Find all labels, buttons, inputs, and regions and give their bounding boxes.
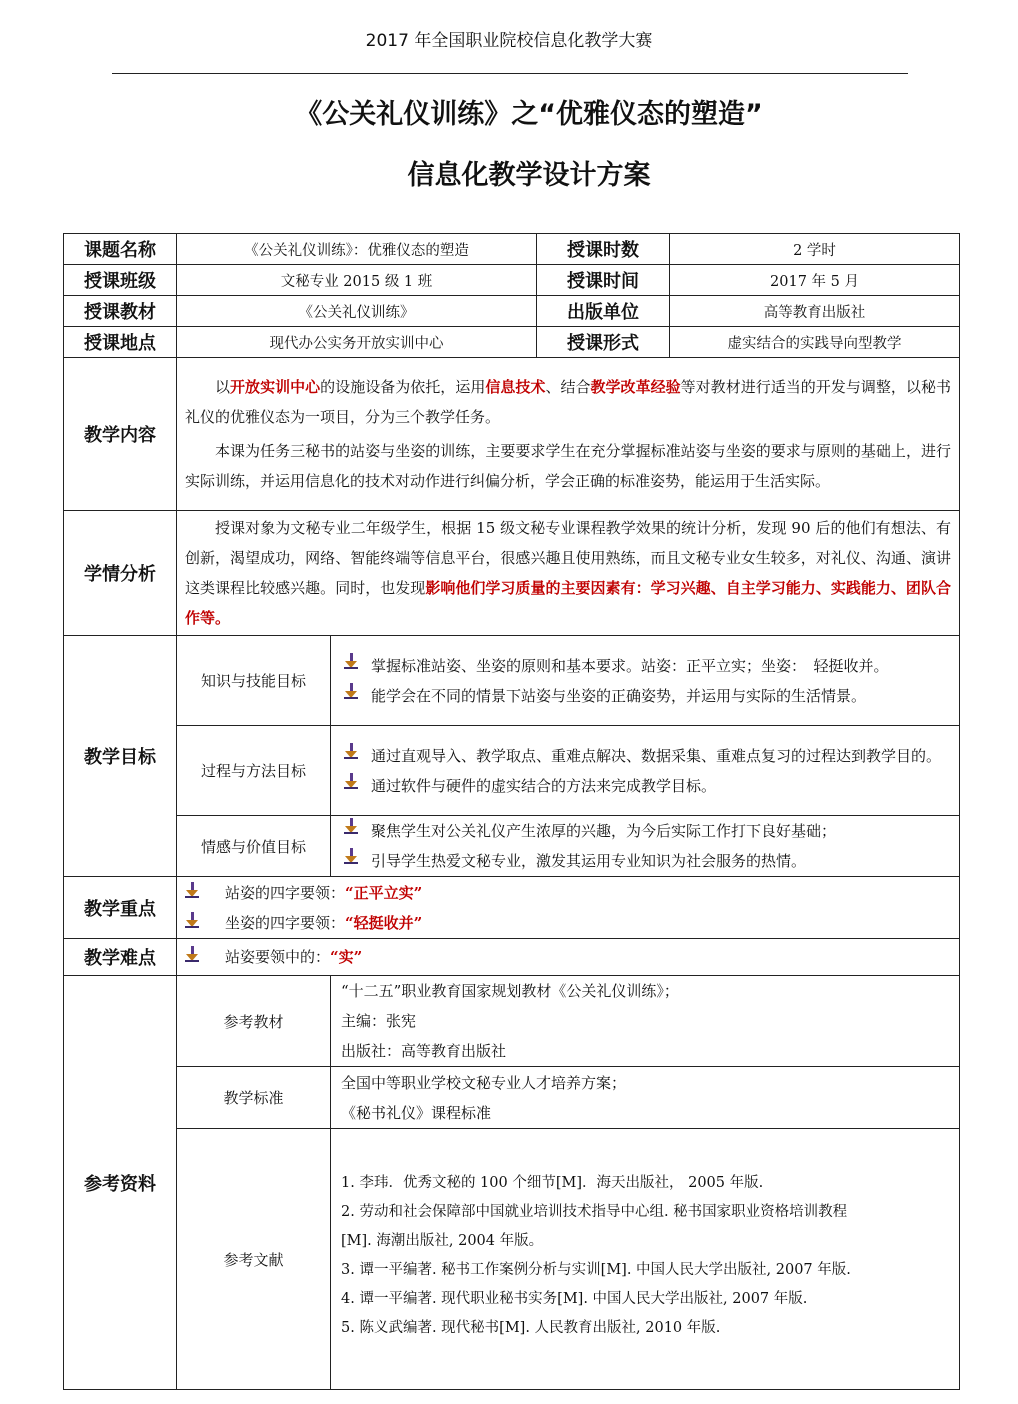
form-value: 虚实结合的实践导向型教学 xyxy=(670,327,960,358)
analysis-emphasis: 影响他们学习质量的主要因素有：学习兴趣、自主学习能力、实践能力、团队合作等。 xyxy=(185,579,951,627)
process-goal-item xyxy=(331,741,959,771)
ref-literature-item: 3. 谭一平编著. 秘书工作案例分析与实训[M]. 中国人民大学出版社, 2007 年版. xyxy=(341,1262,851,1278)
key-point-text: 站姿的四字要领： xyxy=(225,883,346,902)
process-goal-label: 过程与方法目标 xyxy=(177,726,331,816)
ref-literature-item: 2. 劳动和社会保障部中国就业培训技术指导中心组. 秘书国家职业资格培训教程 xyxy=(341,1204,848,1220)
ref-literature-label: 参考文献 xyxy=(177,1129,331,1390)
content-text: 等对教材进行适当的开发与调整，以秘书礼仪的优雅仪态为一项目，分为三个教学任务。 xyxy=(185,378,951,426)
difficulty-emphasis: “实” xyxy=(330,948,363,966)
difficulty-text: 站姿要领中的： xyxy=(225,948,331,966)
ref-literature-item: 4. 谭一平编著. 现代职业秘书实务[M]. 中国人民大学出版社, 2007 年版. xyxy=(341,1291,808,1307)
arrow-bullet-icon xyxy=(331,816,371,842)
emotion-goal-item xyxy=(331,846,959,876)
process-goal-item xyxy=(331,771,959,801)
header-rule xyxy=(112,73,908,74)
arrow-bullet-icon xyxy=(331,846,371,872)
arrow-bullet-icon xyxy=(331,741,371,767)
arrow-bullet-icon xyxy=(185,878,225,908)
analysis-cell xyxy=(177,511,960,636)
info-row-course xyxy=(64,234,960,265)
class-label: 授课班级 xyxy=(64,265,177,296)
content-text: 以 xyxy=(215,378,231,396)
content-paragraph-2: 本课为任务三秘书的站姿与坐姿的训练，主要要求学生在充分掌握标准站姿与坐姿的要求与原则的基础上，进行实际训练，并运用信息化的技术对动作进行纠偏分析，学会正确的标准姿势，能运用于生活实际。 xyxy=(185,442,951,490)
key-point-item xyxy=(177,908,959,938)
analysis-paragraph xyxy=(177,511,959,635)
class-value: 文秘专业 2015 级 1 班 xyxy=(177,265,537,296)
content-label: 教学内容 xyxy=(64,358,177,511)
content-emphasis: 信息技术 xyxy=(485,378,546,396)
ref-standard-line: 《秘书礼仪》课程标准 xyxy=(341,1103,492,1122)
knowledge-goal-text: 能学会在不同的情景下站姿与坐姿的正确姿势，并运用与实际的生活情景。 xyxy=(371,686,867,705)
textbook-value: 《公关礼仪训练》 xyxy=(177,296,537,327)
ref-standard-label: 教学标准 xyxy=(177,1067,331,1129)
difficulty-item xyxy=(177,942,959,972)
analysis-row xyxy=(64,511,960,636)
key-point-emphasis: “正平立实” xyxy=(345,883,423,902)
emotion-goal-label: 情感与价值目标 xyxy=(177,816,331,877)
arrow-bullet-icon xyxy=(185,908,225,938)
analysis-label: 学情分析 xyxy=(64,511,177,636)
goal-row-emotion xyxy=(64,816,960,877)
arrow-bullet-icon xyxy=(331,651,371,677)
ref-literature-cell xyxy=(331,1129,960,1390)
goals-label: 教学目标 xyxy=(64,636,177,877)
content-text: 的设施设备为依托，运用 xyxy=(320,378,486,396)
arrow-bullet-icon xyxy=(331,681,371,707)
difficulty-label: 教学难点 xyxy=(64,939,177,976)
analysis-text: 授课对象为文秘专业二年级学生，根据 15 级文秘专业课程教学效果的统计分析，发现 90 后的他们有想法、有创新，渴望成功，网络、智能终端等信息平台，很感兴趣且使用熟练，而且文秘专业女生较多，对礼仪、沟通、演讲这类课程比较感兴趣。同时，也发现 xyxy=(185,519,951,597)
knowledge-goal-cell xyxy=(331,636,960,726)
content-paragraph-1 xyxy=(177,370,959,434)
time-value: 2017 年 5 月 xyxy=(670,265,960,296)
course-name-label: 课题名称 xyxy=(64,234,177,265)
ref-textbook-cell xyxy=(331,976,960,1067)
place-value: 现代办公实务开放实训中心 xyxy=(177,327,537,358)
course-name-value: 《公关礼仪训练》：优雅仪态的塑造 xyxy=(177,234,537,265)
emotion-goal-text: 引导学生热爱文秘专业，激发其运用专业知识为社会服务的热情。 xyxy=(371,852,807,870)
key-points-row xyxy=(64,877,960,939)
content-emphasis: 教学改革经验 xyxy=(590,378,681,396)
process-goal-cell xyxy=(331,726,960,816)
emotion-goal-item xyxy=(331,816,959,846)
arrow-bullet-icon xyxy=(331,771,371,797)
content-text: 、结合 xyxy=(545,378,591,396)
knowledge-goal-text: 掌握标准站姿、坐姿的原则和基本要求。站姿：正平立实；坐姿： 轻挺收并。 xyxy=(371,656,889,675)
ref-textbook-line: 出版社：高等教育出版社 xyxy=(341,1042,507,1060)
goal-row-process xyxy=(64,726,960,816)
ref-literature-item: 5. 陈义武编著. 现代秘书[M]. 人民教育出版社, 2010 年版. xyxy=(341,1320,721,1336)
key-points-label: 教学重点 xyxy=(64,877,177,939)
info-row-place xyxy=(64,327,960,358)
key-point-item xyxy=(177,878,959,908)
knowledge-goal-item xyxy=(331,681,959,711)
key-point-emphasis: “轻挺收并” xyxy=(345,913,423,932)
knowledge-goal-label: 知识与技能目标 xyxy=(177,636,331,726)
process-goal-text: 通过软件与硬件的虚实结合的方法来完成教学目标。 xyxy=(371,776,717,795)
document-subtitle: 信息化教学设计方案 xyxy=(407,160,651,191)
ref-standard-line: 全国中等职业学校文秘专业人才培养方案； xyxy=(341,1073,627,1092)
emotion-goal-text: 聚焦学生对公关礼仪产生浓厚的兴趣，为今后实际工作打下良好基础； xyxy=(371,822,837,840)
ref-standard-cell xyxy=(331,1067,960,1129)
publisher-label: 出版单位 xyxy=(537,296,670,327)
key-point-text: 坐姿的四字要领： xyxy=(225,913,346,932)
arrow-bullet-icon xyxy=(185,942,225,972)
info-row-textbook xyxy=(64,296,960,327)
content-emphasis: 开放实训中心 xyxy=(230,378,321,396)
reference-row-standard xyxy=(64,1067,960,1129)
difficulty-row xyxy=(64,939,960,976)
content-row xyxy=(64,358,960,511)
info-row-class xyxy=(64,265,960,296)
publisher-value: 高等教育出版社 xyxy=(670,296,960,327)
key-points-cell xyxy=(177,877,960,939)
ref-literature-item-continued: [M]. 海潮出版社, 2004 年版。 xyxy=(341,1233,544,1249)
place-label: 授课地点 xyxy=(64,327,177,358)
emotion-goal-cell xyxy=(331,816,960,877)
teaching-design-table xyxy=(63,233,960,1390)
reference-row-literature xyxy=(64,1129,960,1390)
reference-row-textbook xyxy=(64,976,960,1067)
goal-row-knowledge xyxy=(64,636,960,726)
references-label: 参考资料 xyxy=(64,976,177,1390)
process-goal-text: 通过直观导入、教学取点、重难点解决、数据采集、重难点复习的过程达到教学目的。 xyxy=(371,746,942,765)
ref-textbook-line: 主编：张宪 xyxy=(341,1012,417,1030)
ref-literature-item: 1. 李玮．优秀文秘的 100 个细节[M]．海天出版社， 2005 年版. xyxy=(341,1175,764,1191)
ref-textbook-line: “十二五”职业教育国家规划教材《公关礼仪训练》； xyxy=(341,982,679,1000)
hours-value: 2 学时 xyxy=(670,234,960,265)
textbook-label: 授课教材 xyxy=(64,296,177,327)
hours-label: 授课时数 xyxy=(537,234,670,265)
content-cell xyxy=(177,358,960,511)
form-label: 授课形式 xyxy=(537,327,670,358)
document-title: 《公关礼仪训练》之“优雅仪态的塑造” xyxy=(295,99,763,130)
ref-textbook-label: 参考教材 xyxy=(177,976,331,1067)
knowledge-goal-item xyxy=(331,651,959,681)
time-label: 授课时间 xyxy=(537,265,670,296)
difficulty-cell xyxy=(177,939,960,976)
page-header: 2017 年全国职业院校信息化教学大赛 xyxy=(365,31,653,51)
